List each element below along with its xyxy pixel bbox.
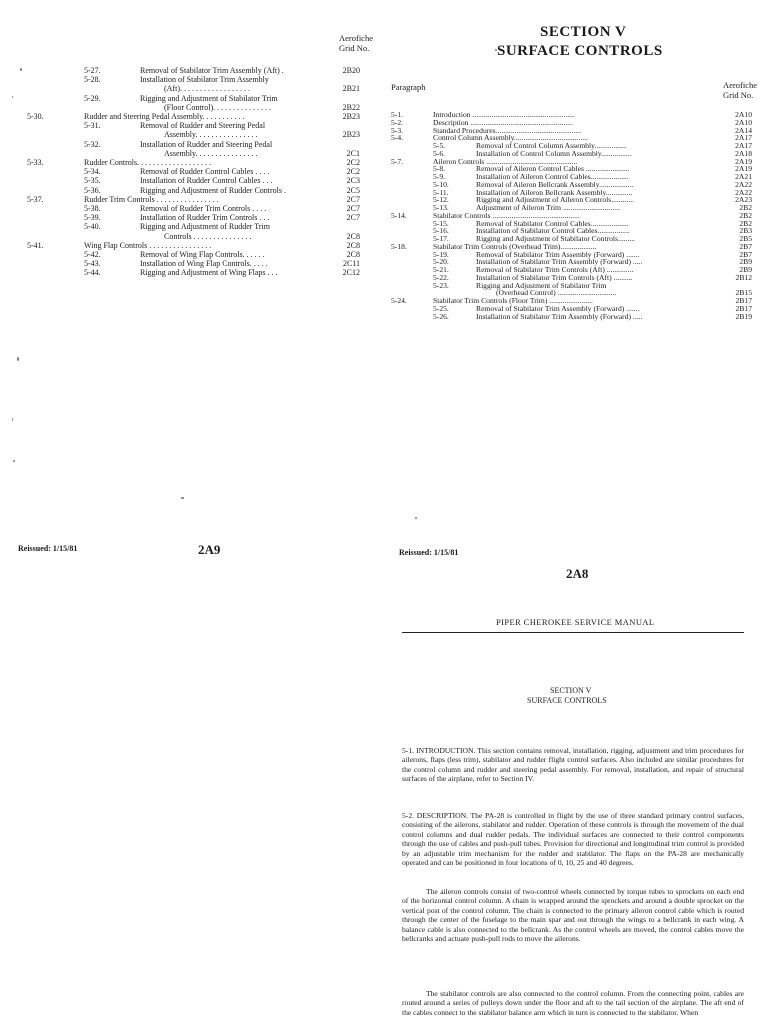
toc-paragraph-number: 5-24. <box>391 296 407 305</box>
toc-entry-title: Removal of Aileron Control Cables ....................... <box>476 164 630 174</box>
toc-paragraph-number: 5-30. <box>27 112 44 121</box>
toc-grid-number: 2C5 <box>346 185 360 195</box>
toc-grid-number: 2B9 <box>739 265 752 274</box>
toc-grid-number: 2B5 <box>739 234 752 243</box>
toc-grid-number: 2B23 <box>342 112 360 121</box>
toc-paragraph-number: 5-41. <box>27 240 44 250</box>
toc-subparagraph-number: 5-22. <box>433 272 449 282</box>
toc-paragraph-number: 5-2. <box>391 117 404 127</box>
scan-speck <box>20 68 22 71</box>
toc-subparagraph-number: 5-27. <box>84 66 101 75</box>
toc-grid-number: 2B9 <box>739 257 752 267</box>
toc-entry-title: Rigging and Adjustment of Stabilator Controls......... <box>476 234 636 243</box>
toc-subparagraph-number: 5-23. <box>433 280 449 290</box>
toc-grid-number: 2C12 <box>342 268 360 278</box>
description-paragraph-2: The aileron controls consist of two-control wheels connected by torque tubes to sprockets on each end of the horizontal control column. A chain is wrapped around the sprockets and around a double sprocket on the vertical post of the control column. The chain is connected to the primary aileron control cable which is routed through the center of the fuselage to the main spar and out through the wings to a bellcrank in each wing. A balance cable is also connected to the bellcrank. As the control wheels are moved, the control cables move the bellcranks and actuate push-pull rods to move the ailerons. <box>402 887 744 944</box>
toc-subparagraph-number: 5-9. <box>433 172 446 181</box>
toc-entry-title: Installation of Stabilator Trim Assembly (Forward) ..... <box>476 257 643 267</box>
toc-grid-number: 2A10 <box>735 117 752 127</box>
toc-entry-title: Installation of Wing Flap Controls. . . . . <box>140 259 268 269</box>
right-reissued: Reissued: 1/15/81 <box>399 548 459 557</box>
toc-entry-title: Rigging and Adjustment of Wing Flaps . . . <box>140 268 278 278</box>
scan-speck <box>17 357 19 361</box>
toc-grid-number: 2B7 <box>739 241 752 251</box>
toc-grid-number: 2A17 <box>735 133 752 143</box>
toc-subparagraph-number: 5-21. <box>433 265 449 274</box>
toc-entry-title: Removal of Rudder Trim Controls . . . . <box>140 204 267 213</box>
scan-speck <box>13 460 15 462</box>
manual-title: PIPER CHEROKEE SERVICE MANUAL <box>496 617 655 627</box>
toc-entry-title: Rigging and Adjustment of Aileron Controls............ <box>476 195 634 205</box>
toc-grid-number: 2C11 <box>342 259 360 269</box>
toc-entry-title: Installation of Rudder Trim Controls . . . <box>140 213 270 223</box>
toc-grid-number: 2A18 <box>735 148 752 158</box>
toc-subparagraph-number: 5-36. <box>84 185 101 195</box>
toc-grid-number: 2B17 <box>735 296 752 305</box>
toc-entry-continuation: (Overhead Control) ............................... <box>496 288 617 298</box>
toc-subparagraph-number: 5-16. <box>433 226 449 236</box>
toc-entry-title: Rudder and Steering Pedal Assembly. . . . . . . . . . . <box>84 112 245 121</box>
toc-entry-title: Installation of Stabilator Trim Assembly <box>140 75 269 85</box>
right-grid-header: Aerofiche Grid No. <box>723 80 757 100</box>
toc-subparagraph-number: 5-43. <box>84 259 101 269</box>
toc-grid-number: 2C8 <box>346 240 360 250</box>
toc-entry-title: Installation of Stabilator Control Cables................. <box>476 226 630 236</box>
toc-paragraph-number: 5-14. <box>391 210 407 220</box>
toc-entry-title: Installation of Rudder and Steering Pedal <box>140 139 273 149</box>
toc-grid-number: 2A22 <box>735 179 752 189</box>
toc-subparagraph-number: 5-26. <box>433 311 449 321</box>
toc-paragraph-number: 5-4. <box>391 133 404 143</box>
toc-entry-title: Stabilator Trim Controls (Overhead Trim)................... <box>433 241 597 251</box>
scan-speck <box>12 418 13 421</box>
toc-grid-number: 2C2 <box>346 158 360 167</box>
toc-grid-number: 2B2 <box>739 218 752 228</box>
toc-subparagraph-number: 5-6. <box>433 148 446 158</box>
toc-entry-title: Rigging and Adjustment of Stabilator Trim <box>140 93 278 103</box>
bottom-section-heading: SECTION V <box>550 686 592 695</box>
toc-entry-title: Rudder Controls. . . . . . . . . . . . . . . . . . . <box>84 158 212 167</box>
left-page-code: 2A9 <box>198 542 221 557</box>
toc-entry-title: Adjustment of Aileron Trim .............................. <box>476 203 620 212</box>
toc-grid-number: 2C7 <box>346 204 360 213</box>
toc-entry-continuation: (Aft). . . . . . . . . . . . . . . . . . <box>164 84 250 94</box>
toc-subparagraph-number: 5-20. <box>433 257 449 267</box>
scan-speck <box>495 49 497 51</box>
toc-entry-title: Removal of Rudder Control Cables . . . . <box>140 167 270 177</box>
toc-entry-title: Rigging and Adjustment of Rudder Trim <box>140 222 271 232</box>
toc-grid-number: 2B20 <box>342 66 360 75</box>
description-paragraph-1: 5-2. DESCRIPTION. The PA-28 is controlled in flight by the use of three standard primary control surfaces, consisting of the ailerons, stabilator and rudder. Operation of these controls is through the movement of the dual control columns and dual rudder pedals. The individual surfaces are connected to their control components through the use of cables and push-pull tubes. Provision for directional and longitudinal trim control is provided by an adjustable trim mechanism for the rudder and stabilator. The flaps on the PA-28 are mechanically operated and can be positioned in four locations of 0, 10, 25 and 40 degrees. <box>402 811 744 868</box>
toc-entry-title: Installation of Rudder Control Cables . . . <box>140 176 273 186</box>
toc-entry-title: Installation of Aileron Control Cables.................... <box>476 172 629 181</box>
toc-subparagraph-number: 5-42. <box>84 250 101 259</box>
toc-entry-continuation: Controls . . . . . . . . . . . . . . . <box>164 231 252 241</box>
scan-speck <box>12 96 13 98</box>
toc-paragraph-number: 5-7. <box>391 156 404 166</box>
toc-entry-title: Wing Flap Controls . . . . . . . . . . . . . . . . <box>84 240 212 250</box>
toc-subparagraph-number: 5-28. <box>84 75 101 85</box>
toc-entry-title: Installation of Aileron Bellcrank Assembly.............. <box>476 187 633 197</box>
toc-entry-continuation: Assembly. . . . . . . . . . . . . . . . <box>164 130 258 140</box>
toc-grid-number: 2C3 <box>346 176 360 186</box>
toc-grid-number: 2C2 <box>346 167 360 177</box>
toc-grid-number: 2A14 <box>735 125 752 135</box>
toc-entry-title: Removal of Aileron Bellcrank Assembly.................. <box>476 179 634 189</box>
toc-subparagraph-number: 5-29. <box>84 93 101 103</box>
toc-entry-title: Removal of Wing Flap Controls. . . . . . <box>140 250 265 259</box>
toc-entry-title: Removal of Stabilator Control Cables.................... <box>476 218 629 228</box>
toc-subparagraph-number: 5-44. <box>84 268 101 278</box>
toc-entry-title: Removal of Stabilator Trim Controls (Aft) .............. <box>476 265 634 274</box>
toc-grid-number: 2B12 <box>735 272 752 282</box>
toc-subparagraph-number: 5-15. <box>433 218 449 228</box>
toc-subparagraph-number: 5-5. <box>433 141 446 150</box>
toc-grid-number: 2B23 <box>342 130 360 140</box>
toc-subparagraph-number: 5-31. <box>84 121 101 131</box>
toc-grid-number: 2C8 <box>346 231 360 241</box>
toc-grid-number: 2A21 <box>735 172 752 181</box>
toc-grid-number: 2B7 <box>739 249 752 259</box>
toc-subparagraph-number: 5-25. <box>433 303 449 313</box>
toc-grid-number: 2C7 <box>346 213 360 223</box>
toc-grid-number: 2B22 <box>342 102 360 112</box>
toc-subparagraph-number: 5-10. <box>433 179 449 189</box>
toc-grid-number: 2A19 <box>735 164 752 174</box>
toc-grid-number: 2B3 <box>739 226 752 236</box>
toc-grid-number: 2A10 <box>735 110 752 119</box>
introduction-paragraph: 5-1. INTRODUCTION. This section contains removal, installation, rigging, adjustment and trim procedures for ailerons, flaps (less trim), stabilator and rudder flight control surfaces. Also included are similar procedures for the control column and rudder and steering pedal assembly. For removal, installation, and repair of structural surfaces of the airplane, refer to Section IV. <box>402 746 744 784</box>
description-paragraph-3: The stabilator controls are also connected to the control column. From the connecting point, cables are routed around a series of pulleys down under the floor and aft to the tail section of the airplane. The aft end of the cables connect to the stabilator balance arm which in turn is connected to the stabilator. When <box>402 989 744 1017</box>
right-section-title: SURFACE CONTROLS <box>497 43 663 59</box>
header-rule <box>402 632 744 633</box>
toc-subparagraph-number: 5-34. <box>84 167 101 177</box>
toc-subparagraph-number: 5-35. <box>84 176 101 186</box>
toc-grid-number: 2A17 <box>735 141 752 150</box>
toc-entry-title: Stabilator Controls .............................................. <box>433 210 580 220</box>
toc-subparagraph-number: 5-11. <box>433 187 449 197</box>
toc-subparagraph-number: 5-32. <box>84 139 101 149</box>
toc-entry-title: Rudder Trim Controls . . . . . . . . . . . . . . . . <box>84 194 219 204</box>
toc-entry-title: Removal of Control Column Assembly................. <box>476 141 627 150</box>
toc-grid-number: 2B15 <box>735 288 752 298</box>
toc-paragraph-number: 5-37. <box>27 194 44 204</box>
toc-grid-number: 2B2 <box>739 203 752 212</box>
toc-subparagraph-number: 5-13. <box>433 203 449 212</box>
left-grid-header: Aerofiche Grid No. <box>339 33 373 53</box>
toc-subparagraph-number: 5-12. <box>433 195 449 205</box>
toc-subparagraph-number: 5-19. <box>433 249 449 259</box>
toc-entry-title: Introduction ...................................................... <box>433 110 575 119</box>
toc-entry-title: Installation of Stabilator Trim Assembly (Forward) ..... <box>476 311 643 321</box>
right-page-code: 2A8 <box>566 566 589 581</box>
toc-grid-number: 2C7 <box>346 194 360 204</box>
toc-entry-title: Description ...................................................... <box>433 117 573 127</box>
toc-grid-number: 2B17 <box>735 303 752 313</box>
toc-subparagraph-number: 5-17. <box>433 234 449 243</box>
toc-subparagraph-number: 5-38. <box>84 204 101 213</box>
toc-paragraph-number: 5-1. <box>391 110 404 119</box>
scan-speck <box>415 517 417 519</box>
toc-entry-continuation: (Floor Control). . . . . . . . . . . . . . . <box>164 102 272 112</box>
toc-subparagraph-number: 5-40. <box>84 222 101 232</box>
toc-subparagraph-number: 5-8. <box>433 164 446 174</box>
toc-entry-title: Installation of Stabilator Trim Controls (Aft) .......... <box>476 272 633 282</box>
toc-entry-title: Stabilator Trim Controls (Floor Trim) ....................... <box>433 296 593 305</box>
toc-grid-number: 2B19 <box>735 311 752 321</box>
toc-entry-title: Removal of Rudder and Steering Pedal <box>140 121 266 131</box>
toc-grid-number: 2C8 <box>346 250 360 259</box>
toc-entry-title: Aileron Controls ................................................ <box>433 156 578 166</box>
toc-entry-title: Rigging and Adjustment of Rudder Controls . <box>140 185 286 195</box>
paragraph-label: Paragraph <box>391 82 426 92</box>
toc-entry-title: Control Column Assembly....................................... <box>433 133 588 143</box>
left-reissued: Reissued: 1/15/81 <box>18 544 78 553</box>
scan-speck <box>181 497 184 499</box>
toc-subparagraph-number: 5-39. <box>84 213 101 223</box>
toc-grid-number: 2B21 <box>342 84 360 94</box>
toc-paragraph-number: 5-18. <box>391 241 407 251</box>
toc-paragraph-number: 5-33. <box>27 158 44 167</box>
toc-entry-title: Removal of Stabilator Trim Assembly (Forward) ....... <box>476 249 640 259</box>
toc-entry-title: Installation of Control Column Assembly................ <box>476 148 632 158</box>
toc-entry-title: Removal of Stabilator Trim Assembly (Forward) ....... <box>476 303 640 313</box>
toc-grid-number: 2A22 <box>735 187 752 197</box>
toc-entry-title: Standard Procedures............................................. <box>433 125 582 135</box>
toc-grid-number: 2A23 <box>735 195 752 205</box>
right-section-heading: SECTION V <box>540 24 627 40</box>
toc-entry-title: Rigging and Adjustment of Stabilator Trim <box>476 280 607 290</box>
toc-entry-continuation: Assembly. . . . . . . . . . . . . . . . <box>164 148 258 158</box>
toc-entry-title: Removal of Stabilator Trim Assembly (Aft) . <box>140 66 284 75</box>
toc-grid-number: 2B2 <box>739 210 752 220</box>
toc-grid-number: 2A19 <box>735 156 752 166</box>
toc-grid-number: 2C1 <box>346 148 360 158</box>
bottom-section-title: SURFACE CONTROLS <box>527 696 607 705</box>
toc-paragraph-number: 5-3. <box>391 125 404 135</box>
